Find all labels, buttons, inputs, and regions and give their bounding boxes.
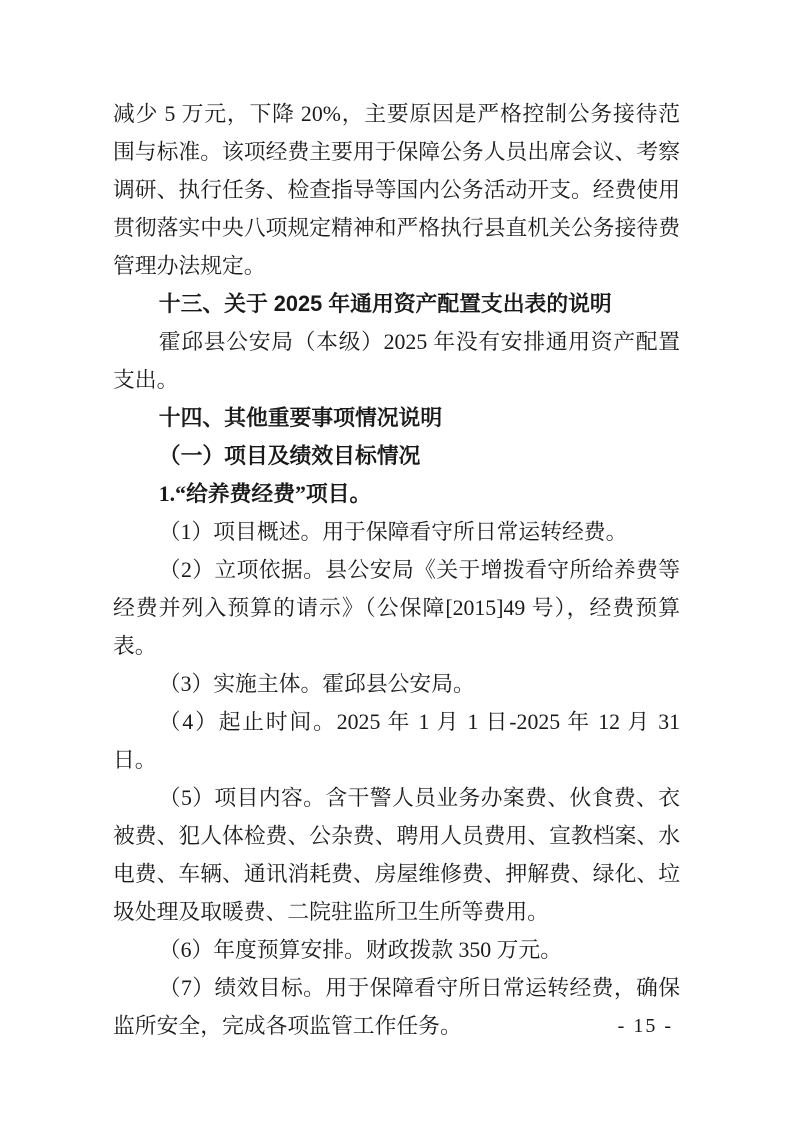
document-body — [113, 95, 680, 1045]
paragraph-annual-budget: （6）年度预算安排。财政拨款 350 万元。 — [158, 938, 563, 962]
paragraph-implementing-body: （3）实施主体。霍邱县公安局。 — [158, 672, 475, 696]
paragraph-reception-expense-continuation: 减少 5 万元，下降 20%，主要原因是严格控制公务接待范围与标准。该项经费主要用于保障公务人员出席会议、考察调研、执行任务、检查指导等国内公务活动开支。经费使用贯彻落实中央八项规定精神和严格执行县直机关公务接待费管理办法规定。 — [113, 102, 680, 278]
item-heading-provision-fee-project: 1.“给养费经费”项目。 — [158, 482, 372, 506]
paragraph-project-content: （5）项目内容。含干警人员业务办案费、伙食费、衣被费、犯人体检费、公杂费、聘用人员费用、宣教档案、水电费、车辆、通讯消耗费、房屋维修费、押解费、绿化、垃圾处理及取暖费、二院驻监所卫生所等费用。 — [113, 786, 680, 924]
paragraph-performance-goal: （7）绩效目标。用于保障看守所日常运转经费，确保监所安全，完成各项监管工作任务。 — [113, 976, 680, 1038]
paragraph-project-basis: （2）立项依据。县公安局《关于增拨看守所给养费等经费并列入预算的请示》（公保障[2015]49 号），经费预算表。 — [113, 558, 680, 658]
paragraph-project-overview: （1）项目概述。用于保障看守所日常运转经费。 — [158, 520, 628, 544]
paragraph-no-asset-allocation: 霍邱县公安局（本级）2025 年没有安排通用资产配置支出。 — [113, 330, 680, 392]
paragraph-time-span: （4）起止时间。2025 年 1 月 1 日-2025 年 12 月 31 日。 — [113, 710, 680, 772]
section-heading-13-asset-allocation: 十三、关于 2025 年通用资产配置支出表的说明 — [158, 291, 612, 316]
page-number: - 15 - — [617, 1015, 673, 1037]
section-heading-14-other-matters: 十四、其他重要事项情况说明 — [158, 405, 443, 430]
sub-heading-project-performance: （一）项目及绩效目标情况 — [158, 443, 421, 468]
